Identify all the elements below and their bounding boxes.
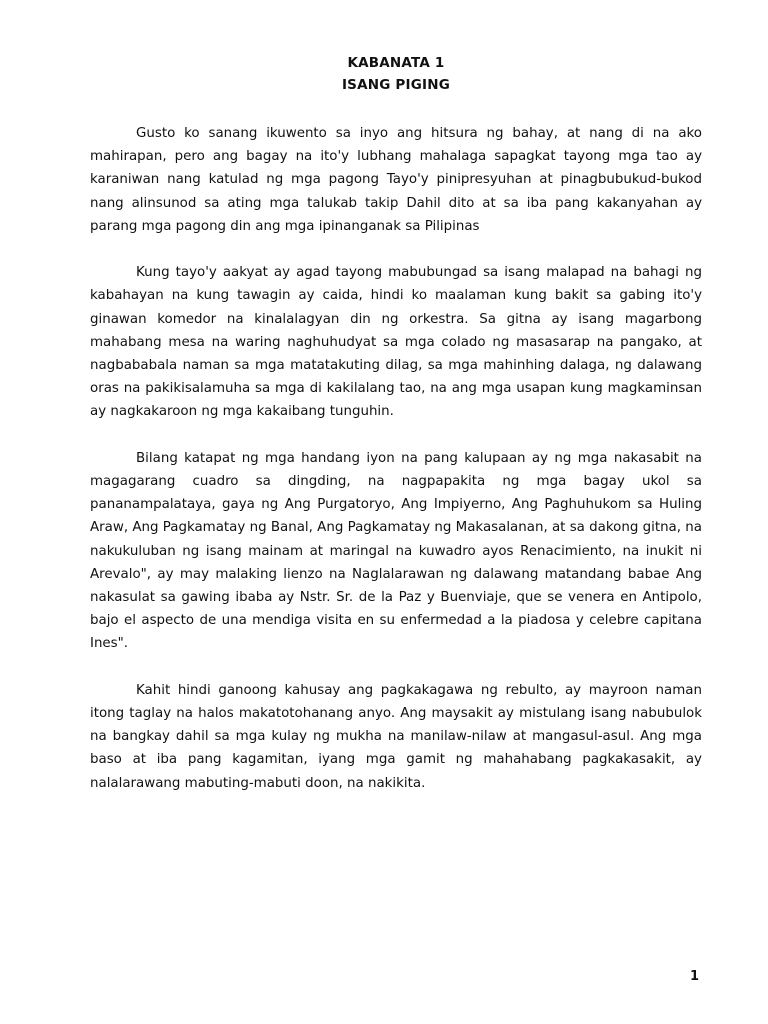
chapter-title: ISANG PIGING — [341, 77, 451, 93]
paragraph: Kung tayo'y aakyat ay agad tayong mabubungad sa isang malapad na bahagi ng kabahayan na kung tawagin ay caida, hindi ko maalaman kung bakit sa gabing ito'y ginawan komedor na kinalalagyan din ng orkestra. Sa gitna ay isang magarbong mahabang mesa na waring naghuhudyat sa mga colado ng masasarap na pangako, at nagbababala naman sa mga matatakuting dilag, sa mga mahinhing dalaga, ng dalawang oras na pakikisalamuha sa mga di kakilalang tao, na ang mga usapan kung magkaminsan ay nagkakaroon ng mga kakaibang tunguhin. — [90, 265, 702, 420]
chapter-heading: KABANATA 1 — [347, 55, 445, 71]
paragraph: Kahit hindi ganoong kahusay ang pagkakagawa ng rebulto, ay mayroon naman itong taglay na halos makatotohanang anyo. Ang maysakit ay mistulang isang nabubulok na bangkay dahil sa mga kulay ng mukha na manilaw-nilaw at mangasul-asul. Ang mga baso at iba pang kagamitan, iyang mga gamit ng mahahabang pagkakasakit, ay nalalarawang mabuting-mabuti doon, na nakikita. — [90, 682, 702, 791]
document-body — [90, 122, 702, 795]
document-page — [90, 52, 702, 818]
page-number: 1 — [690, 969, 700, 984]
paragraph: Bilang katapat ng mga handang iyon na pang kalupaan ay ng mga nakasabit na magagarang cuadro sa dingding, na nagpapakita ng mga bagay ukol sa pananampalataya, gaya ng Ang Purgatoryo, Ang Impiyerno, Ang Paghuhukom sa Huling Araw, Ang Pagkamatay ng Banal, Ang Pagkamatay ng Makasalanan, at sa dakong gitna, na nakukuluban ng isang mainam at maringal na kuwadro ayos Renacimiento, na inukit ni Arevalo", ay may malaking lienzo na Naglalarawan ng dalawang matandang babae Ang nakasulat sa gawing ibaba ay Nstr. Sr. de la Paz y Buenviaje, que se venera en Antipolo, bajo el aspecto de una mendiga visita en su enfermedad a la piadosa y celebre capitana Ines". — [90, 450, 702, 652]
paragraph: Gusto ko sanang ikuwento sa inyo ang hitsura ng bahay, at nang di na ako mahirapan, pero ang bagay na ito'y lubhang mahalaga sapagkat tayong mga tao ay karaniwan nang katulad ng mga pagong Tayo'y pinipresyuhan at pinagbubukud-bukod nang alinsunod sa ating mga talukab takip Dahil dito at sa iba pang kakanyahan ay parang mga pagong din ang mga ipinanganak sa Pilipinas — [90, 126, 702, 234]
